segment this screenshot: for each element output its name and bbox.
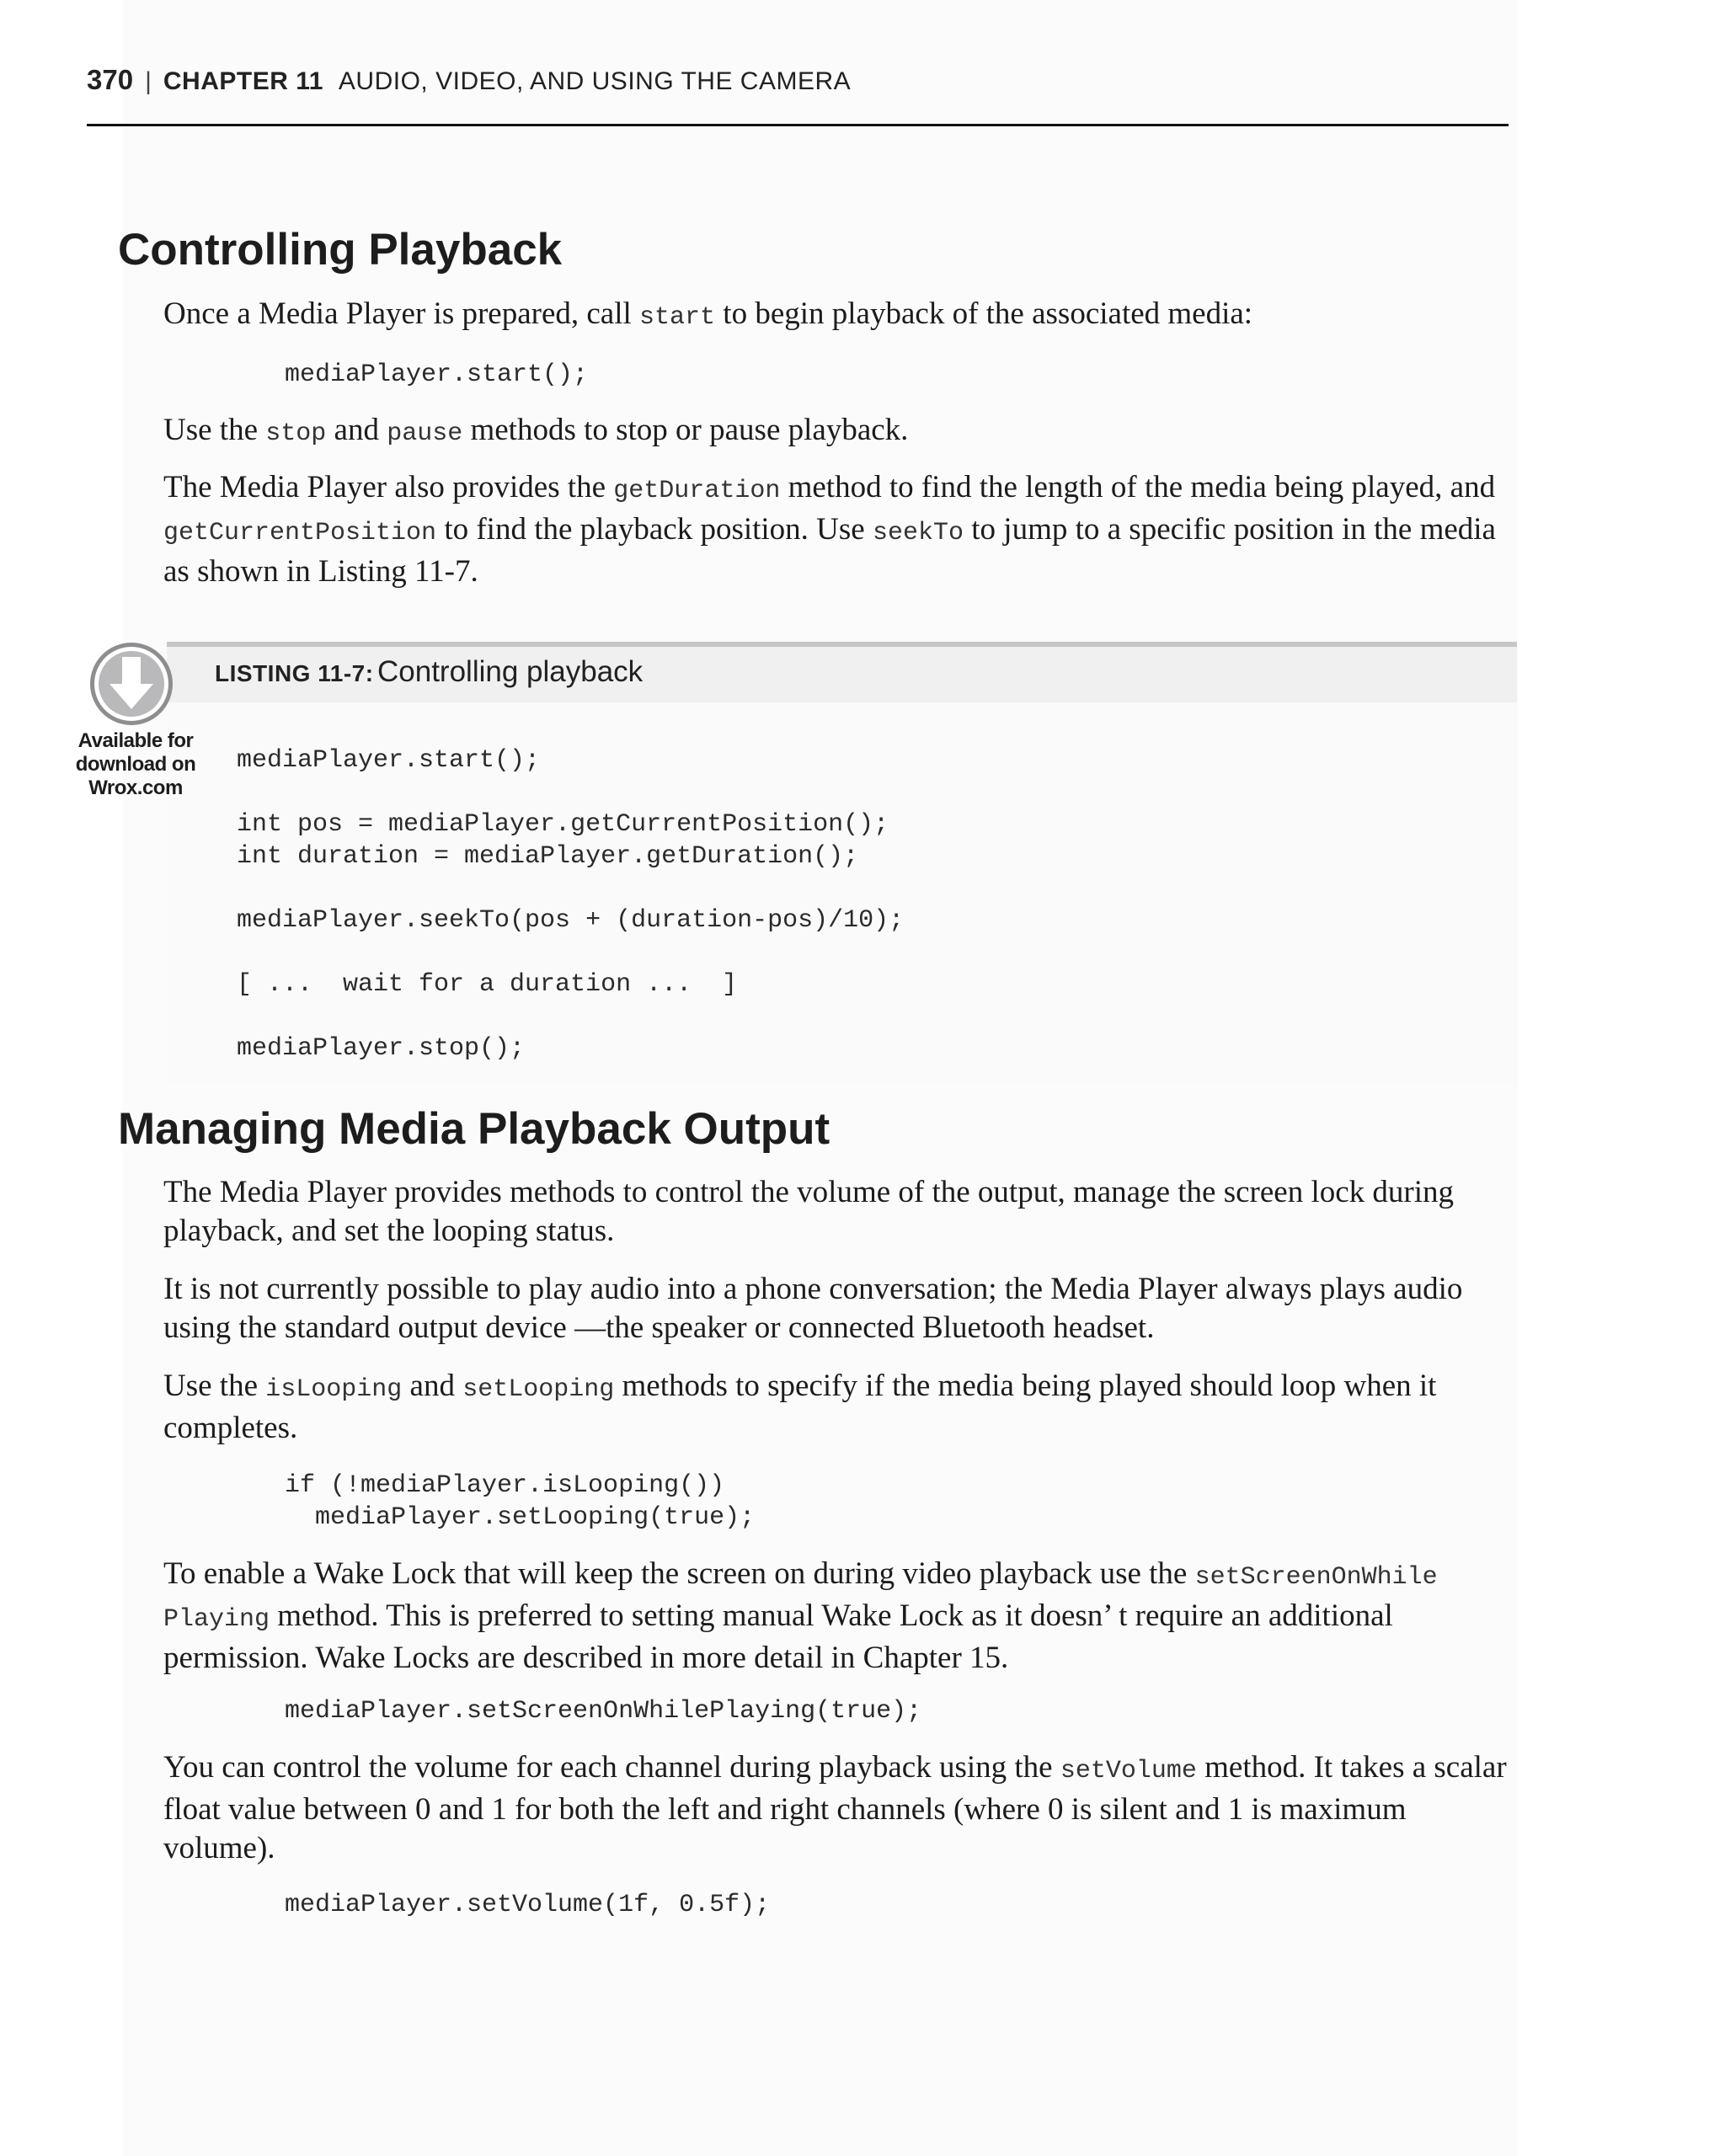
code-snippet: mediaPlayer.setScreenOnWhilePlaying(true); [285, 1697, 922, 1726]
inline-code: pause [387, 419, 463, 448]
paragraph: To enable a Wake Lock that will keep the screen on during video playback use the setScreenOnWhile Playing method. This is preferred to setting manual Wake Lock as it doesn’ t require an additional permission. Wake Locks are described in more detail in Chapter 15. [163, 1556, 1438, 1675]
inline-code: getCurrentPosition [163, 519, 437, 547]
page-number: 370 [87, 64, 134, 95]
inline-code: isLooping [265, 1375, 403, 1404]
paragraph: It is not currently possible to play audio into a phone conversation; the Media Player always plays audio using the standard output device —the speaker or connected Bluetooth headset. [163, 1272, 1463, 1345]
chapter-title: AUDIO, VIDEO, AND USING THE CAMERA [338, 67, 852, 95]
listing-caption: Controlling playback [377, 655, 644, 688]
paragraph: The Media Player also provides the getDuration method to find the length of the media being played, and getCurrentPosition to find the playback position. Use seekTo to jump to a specific position in the media as shown in Listing 11-7. [163, 470, 1496, 589]
download-arrow-icon [88, 640, 175, 728]
download-note: Available for download on Wrox.com [75, 729, 196, 799]
chapter-label: CHAPTER 11 [163, 67, 323, 95]
paragraph: Use the isLooping and setLooping methods to specify if the media being played should loop when it completes. [163, 1369, 1437, 1445]
inline-code: stop [265, 419, 327, 448]
section-heading-controlling-playback: Controlling Playback [118, 225, 563, 275]
code-snippet: mediaPlayer.setVolume(1f, 0.5f); [285, 1891, 771, 1919]
section-heading-managing-output: Managing Media Playback Output [118, 1104, 830, 1154]
running-header [87, 64, 851, 96]
listing-title [215, 655, 643, 689]
paragraph: The Media Player provides methods to control the volume of the output, manage the screen lock during playback, and set the looping status. [163, 1175, 1455, 1248]
inline-code: getDuration [613, 477, 781, 505]
paragraph: Use the stop and pause methods to stop or pause playback. [163, 413, 909, 448]
inline-code: start [639, 303, 716, 332]
paragraph: You can control the volume for each channel during playback using the setVolume method. It takes a scalar float value between 0 and 1 for both the left and right channels (where 0 is silent and 1 is maximum volume). [163, 1750, 1507, 1865]
listing-label: LISTING 11-7: [215, 660, 374, 686]
header-separator: | [145, 67, 152, 95]
listing-code: mediaPlayer.start(); int pos = mediaPlayer.getCurrentPosition(); int duration = mediaPlayer.getDuration(); mediaPlayer.seekTo(pos + (duration-pos)/10); [ ... wait for a duration ... ] mediaPlayer.stop(); [237, 746, 905, 1063]
inline-code: Playing [163, 1605, 270, 1634]
inline-code: setScreenOnWhile [1194, 1563, 1438, 1592]
paragraph: Once a Media Player is prepared, call start to begin playback of the associated media: [163, 296, 1253, 332]
inline-code: seekTo [872, 519, 964, 547]
inline-code: setVolume [1060, 1757, 1197, 1785]
code-snippet: mediaPlayer.start(); [285, 360, 589, 389]
inline-code: setLooping [462, 1375, 615, 1404]
code-snippet: if (!mediaPlayer.isLooping()) mediaPlayer.setLooping(true); [285, 1471, 756, 1532]
header-rule [87, 124, 1509, 126]
